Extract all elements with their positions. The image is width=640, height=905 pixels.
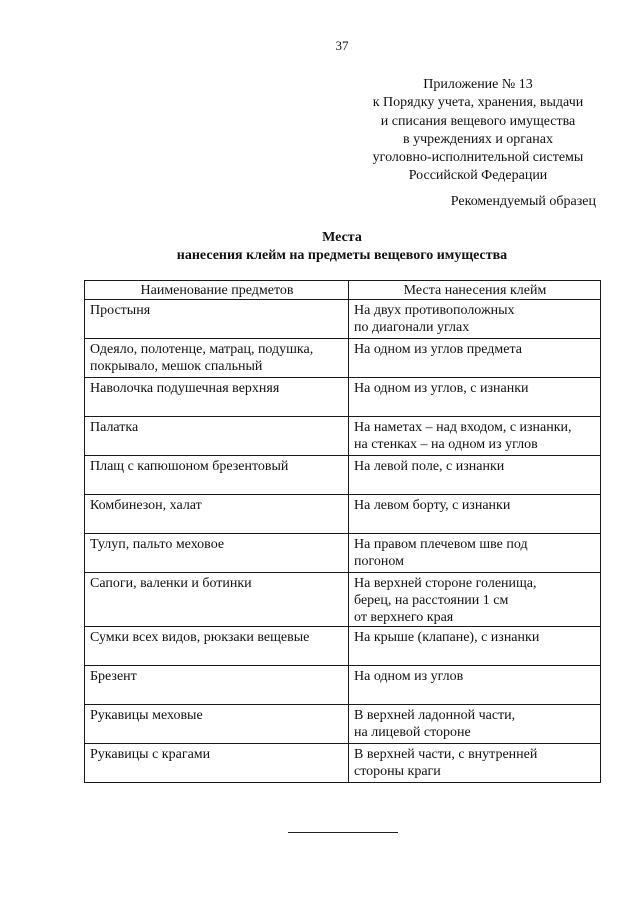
place-cell <box>349 534 601 573</box>
item-text: Комбинезон, халат <box>90 498 202 513</box>
table-row <box>85 534 601 573</box>
item-cell <box>85 456 349 495</box>
item-text: Палатка <box>90 420 139 435</box>
place-cell <box>349 378 601 417</box>
item-text: Одеяло, полотенце, матрац, подушка, покрывало, мешок спальный <box>90 342 314 374</box>
place-text: В верхней части, с внутренней стороны краги <box>354 747 538 779</box>
appendix-line: уголовно-исполнительной системы <box>372 150 584 166</box>
table-row <box>85 495 601 534</box>
document-title <box>0 229 640 265</box>
place-cell <box>349 300 601 339</box>
place-cell <box>349 495 601 534</box>
item-cell <box>85 495 349 534</box>
item-cell <box>85 666 349 705</box>
place-text: На одном из углов, с изнанки <box>354 381 529 396</box>
item-text: Наволочка подушечная верхняя <box>90 381 280 396</box>
table-row <box>85 573 601 627</box>
place-text: На правом плечевом шве под погоном <box>354 537 528 569</box>
place-text: На наметах – над входом, с изнанки, на стенках – на одном из углов <box>354 420 572 452</box>
place-cell <box>349 705 601 744</box>
place-cell <box>349 417 601 456</box>
place-text: На левом борту, с изнанки <box>354 498 511 513</box>
item-text: Рукавицы с крагами <box>90 747 211 762</box>
place-text: На крыше (клапане), с изнанки <box>354 630 540 645</box>
item-text: Рукавицы меховые <box>90 708 203 723</box>
table-row <box>85 666 601 705</box>
table-row <box>85 300 601 339</box>
item-cell <box>85 300 349 339</box>
page-number: 37 <box>335 38 349 53</box>
place-cell <box>349 339 601 378</box>
item-text: Простыня <box>90 303 151 318</box>
appendix-line: и списания вещевого имущества <box>380 113 576 129</box>
header-item-name: Наименование предметов <box>85 281 349 300</box>
place-text: На одном из углов <box>354 669 464 684</box>
item-text: Брезент <box>90 669 137 684</box>
item-cell <box>85 744 349 783</box>
table-row <box>85 744 601 783</box>
table-row <box>85 378 601 417</box>
item-text: Сумки всех видов, рюкзаки вещевые <box>90 630 310 645</box>
appendix-line: Российской Федерации <box>408 168 548 184</box>
place-text: На левой поле, с изнанки <box>354 459 505 474</box>
place-cell <box>349 627 601 666</box>
item-cell <box>85 339 349 378</box>
appendix-line: к Порядку учета, хранения, выдачи <box>372 95 584 111</box>
place-cell <box>349 456 601 495</box>
item-cell <box>85 627 349 666</box>
title-line-1: Места <box>322 230 362 245</box>
table-row <box>85 339 601 378</box>
table-row <box>85 417 601 456</box>
item-cell <box>85 417 349 456</box>
appendix-line: Приложение № 13 <box>423 77 533 92</box>
item-cell <box>85 378 349 417</box>
appendix-line: в учреждениях и органах <box>403 131 553 147</box>
footer-divider <box>288 832 398 833</box>
marking-places-table <box>84 280 601 783</box>
place-cell <box>349 744 601 783</box>
place-text: На двух противоположных по диагонали углах <box>354 303 515 335</box>
header-marking-place: Места нанесения клейм <box>349 281 601 300</box>
table-row <box>85 705 601 744</box>
place-text: В верхней ладонной части, на лицевой стороне <box>354 708 516 740</box>
title-line-2: нанесения клейм на предметы вещевого имущества <box>176 248 508 263</box>
sample-note: Рекомендуемый образец <box>450 194 596 209</box>
item-text: Плащ с капюшоном брезентовый <box>90 459 289 474</box>
table-row <box>85 456 601 495</box>
table-header-row <box>85 281 601 300</box>
item-text: Сапоги, валенки и ботинки <box>90 576 252 591</box>
item-text: Тулуп, пальто меховое <box>90 537 225 552</box>
item-cell <box>85 705 349 744</box>
place-cell <box>349 573 601 627</box>
place-text: На одном из углов предмета <box>354 342 522 357</box>
place-cell <box>349 666 601 705</box>
item-cell <box>85 534 349 573</box>
appendix-header <box>360 76 596 186</box>
item-cell <box>85 573 349 627</box>
table-row <box>85 627 601 666</box>
place-text: На верхней стороне голенища, берец, на расстоянии 1 см от верхнего края <box>354 576 537 625</box>
